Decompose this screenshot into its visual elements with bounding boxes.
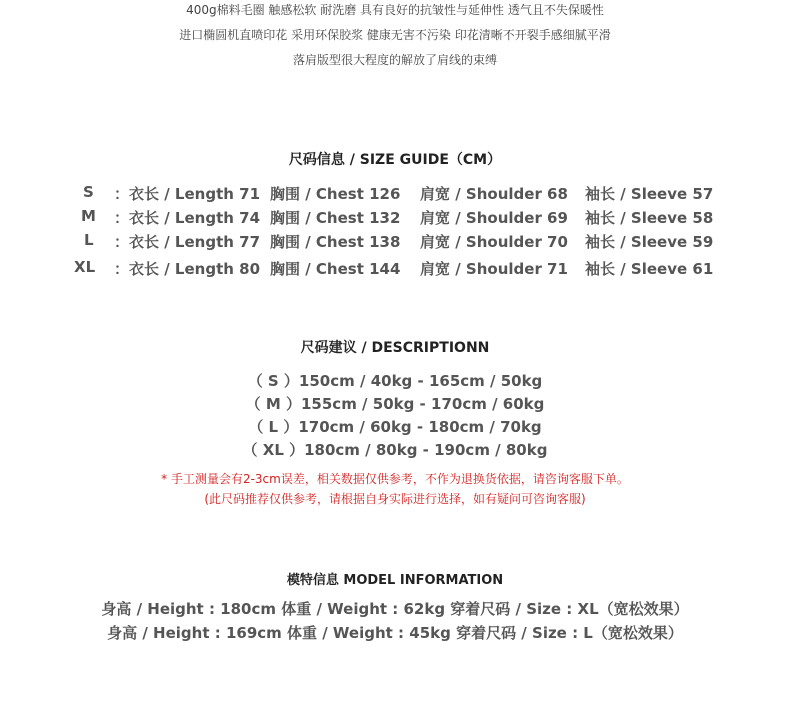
sleeve-value: 袖长 / Sleeve 57: [585, 185, 714, 203]
size-guide-title: 尺码信息 / SIZE GUIDE（CM）: [288, 152, 502, 168]
size-row: [0, 231, 790, 253]
description-line: （ S ）150cm / 40kg - 165cm / 50kg: [247, 372, 543, 390]
sleeve-value: 袖长 / Sleeve 61: [585, 260, 714, 278]
length-value: ：衣长 / Length 71: [114, 185, 261, 203]
chest-value: 胸围 / Chest 132: [270, 209, 401, 227]
length-value: ：衣长 / Length 74: [114, 209, 261, 227]
shoulder-value: 肩宽 / Shoulder 70: [420, 233, 568, 251]
model-line: 身高 / Height : 169cm 体重 / Weight : 45kg 穿着尺码 / Size : L（宽松效果）: [107, 624, 683, 642]
shoulder-value: 肩宽 / Shoulder 69: [420, 209, 568, 227]
description-title: 尺码建议 / DESCRIPTIONN: [300, 340, 490, 356]
shoulder-value: 肩宽 / Shoulder 71: [420, 260, 568, 278]
size-row: [0, 207, 790, 229]
model-title: 模特信息 MODEL INFORMATION: [286, 573, 504, 588]
intro-line-1: 400g棉料毛圈 触感松软 耐洗磨 具有良好的抗皱性与延伸性 透气且不失保暖性: [186, 3, 604, 17]
size-label: S: [83, 183, 94, 201]
size-row: [0, 258, 790, 280]
description-line: （ L ）170cm / 60kg - 180cm / 70kg: [248, 418, 542, 436]
size-label: XL: [74, 258, 96, 276]
chest-value: 胸围 / Chest 126: [270, 185, 401, 203]
length-value: ：衣长 / Length 77: [114, 233, 261, 251]
intro-line-2: 进口椭圆机直喷印花 采用环保胶浆 健康无害不污染 印花清晰不开裂手感细腻平滑: [179, 28, 611, 42]
shoulder-value: 肩宽 / Shoulder 68: [420, 185, 568, 203]
model-line: 身高 / Height : 180cm 体重 / Weight : 62kg 穿着尺码 / Size : XL（宽松效果）: [101, 600, 689, 618]
chest-value: 胸围 / Chest 138: [270, 233, 401, 251]
size-label: M: [81, 207, 96, 225]
size-row: [0, 183, 790, 205]
chest-value: 胸围 / Chest 144: [270, 260, 401, 278]
recommendation-note: (此尺码推荐仅供参考，请根据自身实际进行选择，如有疑问可咨询客服): [204, 492, 586, 506]
size-label: L: [84, 231, 94, 249]
sleeve-value: 袖长 / Sleeve 59: [585, 233, 714, 251]
description-line: （ M ）155cm / 50kg - 170cm / 60kg: [245, 395, 545, 413]
description-line: （ XL ）180cm / 80kg - 190cm / 80kg: [242, 441, 548, 459]
length-value: ：衣长 / Length 80: [114, 260, 261, 278]
intro-line-3: 落肩版型很大程度的解放了肩线的束缚: [292, 53, 497, 67]
measurement-note: * 手工测量会有2-3cm误差，相关数据仅供参考，不作为退换货依据，请咨询客服下单。: [161, 472, 629, 486]
sleeve-value: 袖长 / Sleeve 58: [585, 209, 714, 227]
